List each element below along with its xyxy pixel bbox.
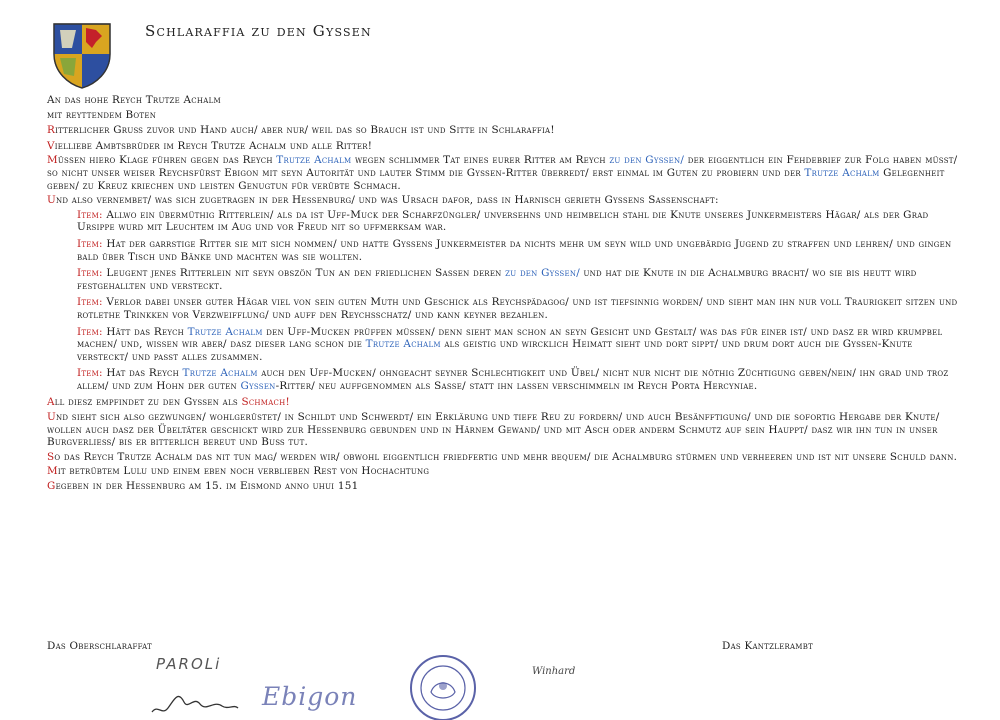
list-item: Item: Allwo ein übermüthig Ritterlein/ als da ist Uff-Muck der Scharfzüngler/ unversehns und heimbelich stahl die Knute unseres Junkermeisters Hägar/ als der Grad Ursippe wurd mit Leuchtem im Aug und vor Freud nit so uffmerksam war. [77, 208, 929, 234]
coat-of-arms-icon [46, 18, 118, 90]
paragraph-demands: Und sieht sich also gezwungen/ wohlgerüstet/ in Schildt und Schwerdt/ ein Erklärung und tiefe Reu zu fordern/ und auch Besänfftigung/ und die sofortig Hergabe der Knute/ wollen auch dasz der Übeltäter geschickt wird zur Hessenburg gebunden und in Härnem Gewand/ und mit Asch oder anderm Schmutz auf sein Hauppt/ dasz wir ihn tun in unser Burgverließ/ bis er bitterlich bereut und Buß tut. [47, 411, 940, 449]
paragraph-threat: So das Reych Trutze Achalm das nit tun mag/ werden wir/ obwohl eiggentlich friedfertig und mehr bequem/ die Achalmburg stürmen und verheeren und ist nit unsere Schuld dann. [47, 450, 958, 463]
greeting: Ritterlicher Gruß zuvor und Hand auch/ aber nur/ weil das so Brauch ist und Sitte in Schlaraffia! [47, 124, 555, 137]
letter-body [47, 94, 967, 495]
signature-scrawl-icon [148, 682, 240, 718]
signature-ebigon: Ebigon [262, 682, 358, 711]
signature-winhard: Winhard [532, 666, 576, 677]
paragraph-shame: All diesz empfindet zu den Gyssen als Schmach! [47, 396, 290, 409]
list-item: Item: Hätt das Reych Trutze Achalm den Uff-Mucken prüffen müssen/ denn sieht man schon an seyn Gesicht und Gestalt/ was das für einer ist/ und dasz er wird krumpbel machen/ und, wissen wir aber/ dasz dieser lang schon die Trutze Achalm als geistig und wircklich Heimatt sieht und dort sippt/ und drum dort auch die Gyssen-Knute versteckt/ und passt alles zusammen. [77, 325, 943, 363]
salutation: Vielliebe Ambtsbrüder im Reych Trutze Achalm und alle Ritter! [47, 139, 373, 152]
paragraph-complaint: Müssen hiero Klage führen gegen das Reych Trutze Achalm wegen schlimmer Tat eines eurer Ritter am Reych zu den Gyssen/ der eiggentlich ein Fehdebrief zur Folg haben müsst/ so nicht unser weiser Reychsfürst Ebigon mit seyn Autorität und lauter Stimm die Gyssen-Ritter überredt/ erst einmal im Guten zu probiern und der Trutze Achalm Gelegenheit geben/ zu Kreuz kriechen und leisten Genugtun für verübte Schmach. [47, 154, 958, 192]
list-item: Item: Hat der garrstige Ritter sie mit sich nommen/ und hatte Gyssens Junkermeister da nichts mehr um seyn wild und ungebärdig Jugend zu straffen und lehren/ und gingen bald über Tisch und Bänke und machten was sie wollten. [77, 237, 952, 263]
signatory-right: Das Kantzlerambt [722, 640, 814, 652]
address-line-2: mit reyttendem Boten [47, 108, 157, 121]
signatory-left: Das Oberschlaraffat [47, 640, 153, 652]
list-item: Item: Verlor dabei unser guter Hägar viel von sein guten Muth und Geschick als Reychspädagog/ und ist tiefsinnig worden/ und sieht man ihn nur voll Traurigkeit sitzen und rotlethe Trinkken vor Verzweifflung/ und auff den Reychsschatz/ und kann keyner bezahlen. [77, 296, 958, 321]
list-item: Item: Hat das Reych Trutze Achalm auch den Uff-Mucken/ ohngeacht seyner Schlechtigkeit und Übel/ nicht nur nicht die nöthig Züchtigung geben/nein/ ihn grad und troz allem/ und zum Hohn der guten Gyssen-Ritter/ neu auffgenommen als Sasse/ statt ihn lassen verschimmeln im Reych Porta Hercyniae. [77, 367, 949, 392]
address-line-1: An das hohe Reych Trutze Achalm [47, 94, 221, 106]
paragraph-events: Und also vernembet/ was sich zugetragen in der Hessenburg/ und was Ursach dafor, dass in Harnisch gerieth Gyssens Sassenschaft: [47, 194, 719, 207]
date-line: Gegeben in der Hessenburg am 15. im Eismond anno uhui 151 [47, 480, 359, 493]
list-item: Item: Leugent jenes Ritterlein nit seyn obszön Tun an den friedlichen Sassen deren zu den Gyssen/ und hat die Knute in die Achalmburg bracht/ wo sie bis heutt wird festgehallten und versteckt. [77, 267, 917, 292]
initial: V [47, 139, 55, 152]
paragraph-closing: Mit betrübtem Lulu und einem eben noch verblieben Rest von Hochachtung [47, 465, 430, 478]
initial: R [47, 124, 56, 137]
signature-paroli: PAROLi [156, 655, 222, 673]
society-title: Schlaraffia zu den Gyssen [145, 22, 372, 40]
official-seal-icon [405, 650, 481, 720]
item-list [77, 209, 967, 393]
